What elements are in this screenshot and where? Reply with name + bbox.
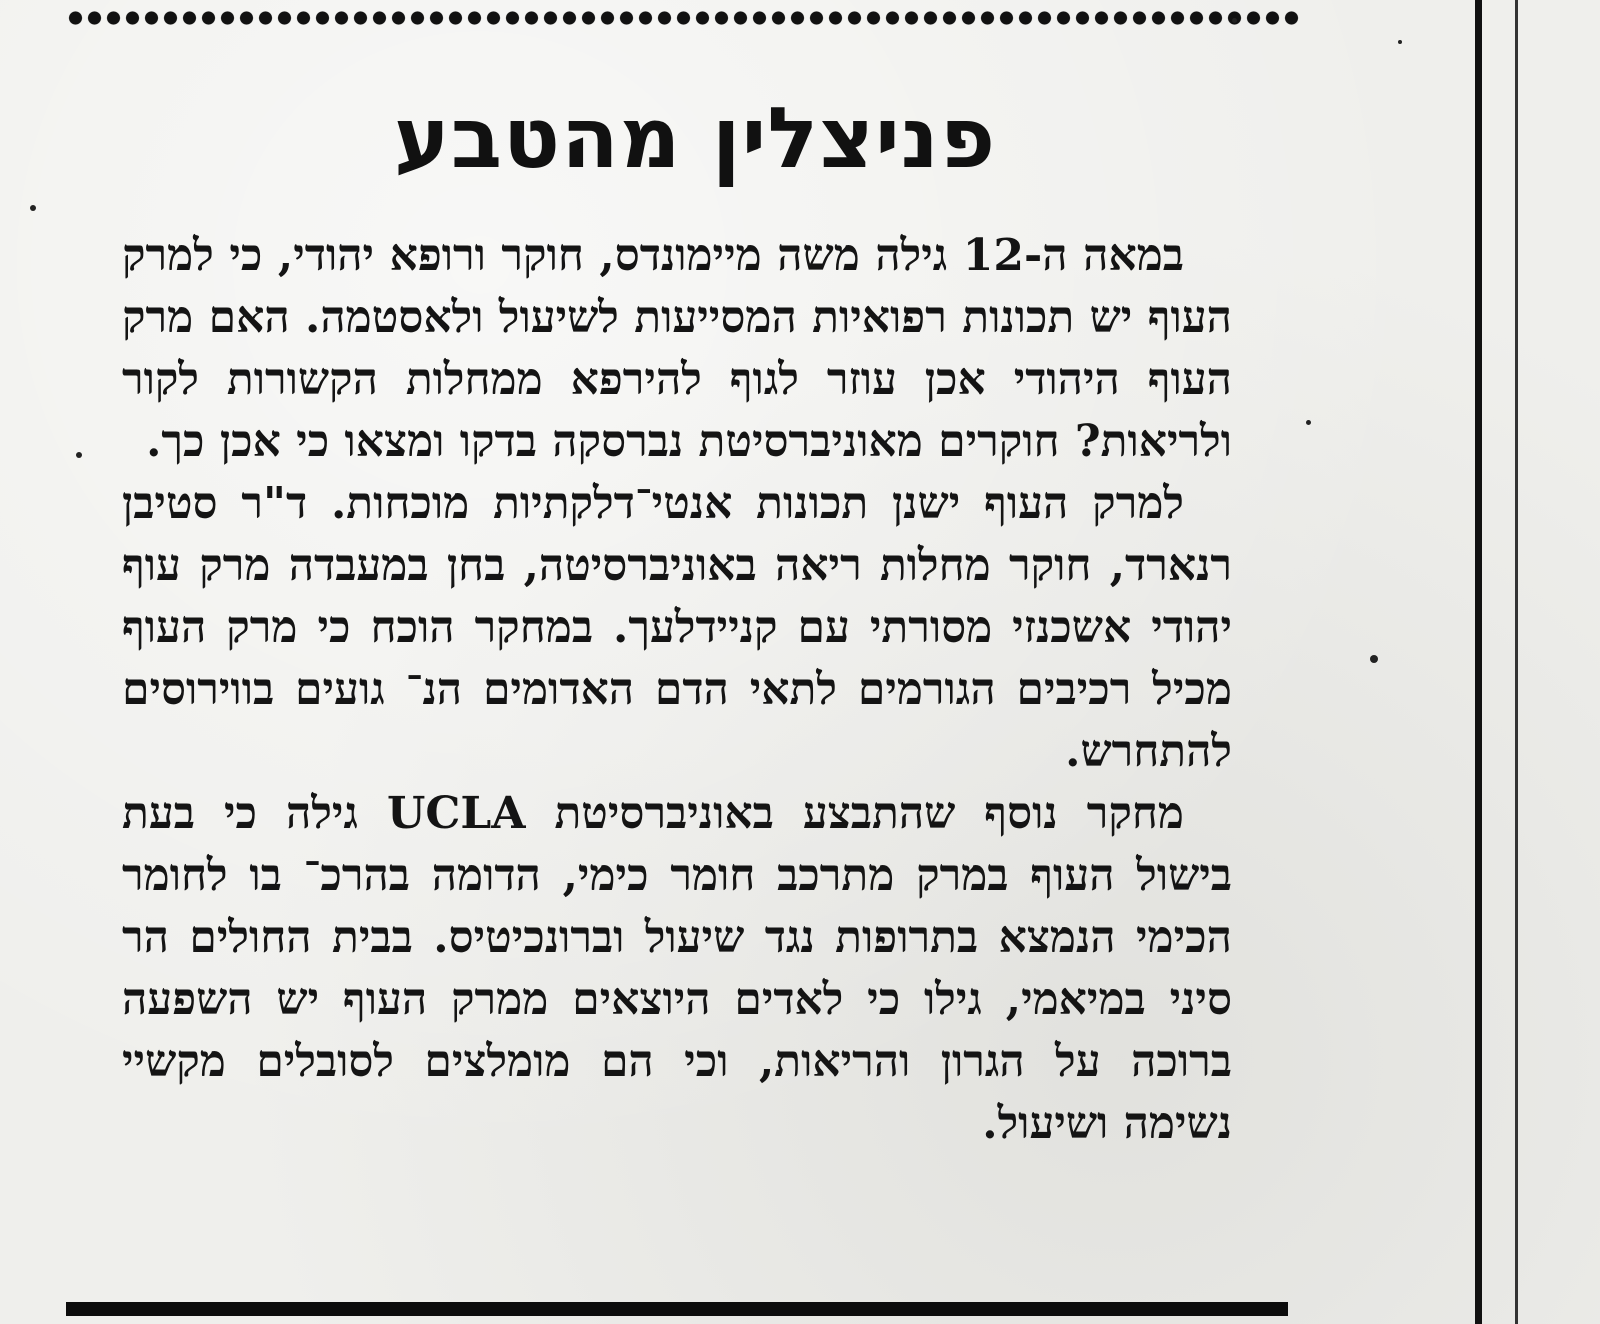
print-speck [1306, 420, 1311, 425]
print-speck [1232, 18, 1237, 23]
print-speck [1398, 40, 1402, 44]
article-body [122, 225, 1232, 1155]
dotted-divider [66, 8, 1302, 28]
article-paragraph: מחקר נוסף שהתבצע באוניברסיטת UCLA גילה כי בעת בישול העוף במרק מתרכב חומר כימי, הדומה בהרכ־ בו לחומר הכימי הנמצא בתרופות נגד שיעול וברונכיטיס. בבית החולים הר סיני במיאמי, גילו כי לאדים היוצאים ממרק העוף יש השפעה ברוכה על הגרון והריאות, וכי הם מומלצים לסובלים מקשיי נשימה ושיעול. [122, 788, 1232, 1149]
bottom-divider [66, 1302, 1288, 1316]
article-paragraph: במאה ה-12 גילה משה מיימונדס, חוקר ורופא יהודי, כי למרק העוף יש תכונות רפואיות המסייעות לשיעול ולאסטמה. האם מרק העוף היהודי אכן עוזר לגוף להירפא ממחלות הקשורות לקור ולריאות? חוקרים מאוניברסיטת נברסקה בדקו ומצאו כי אכן כך. [122, 230, 1232, 467]
article-headline: פניצלין מהטבע [393, 89, 997, 187]
column-rule-thin [1515, 0, 1518, 1324]
print-speck [1370, 655, 1378, 663]
print-speck [76, 452, 82, 458]
article-paragraph: למרק העוף ישנן תכונות אנטי־דלקתיות מוכחות. ד"ר סטיבן רנארד, חוקר מחלות ריאה באוניברסיטה, בחן במעבדה מרק עוף יהודי אשכנזי מסורתי עם קניידלעך. במחקר הוכח כי מרק העוף מכיל רכיבים הגורמים לתאי הדם האדומים הנ־ גועים בווירוסים להתחרש. [122, 478, 1232, 777]
column-rule [1475, 0, 1482, 1324]
print-speck [30, 205, 36, 211]
